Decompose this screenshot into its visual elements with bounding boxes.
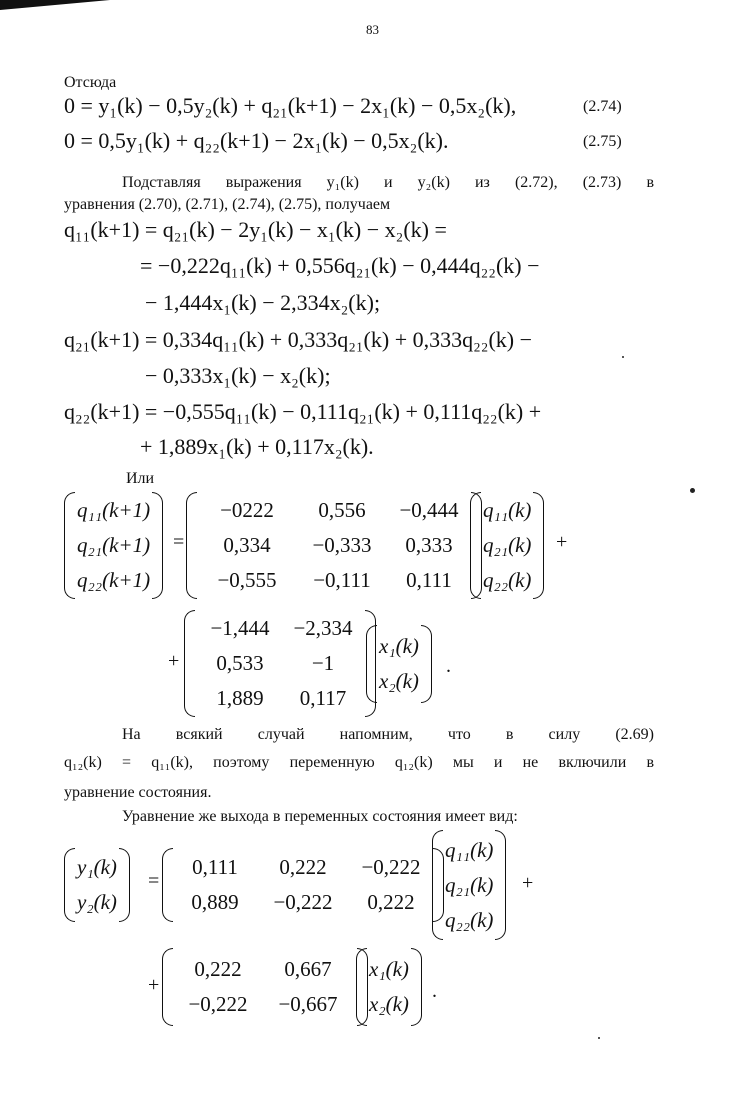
output-lhs-vector	[64, 848, 130, 922]
system-line-7: + 1,889x₁(k) + 0,117x₂(k).	[140, 434, 374, 459]
equation-number-2-75: (2.75)	[583, 133, 622, 150]
c-cell-2-3: 0,222	[367, 890, 415, 914]
output-equals-sign: =	[148, 870, 160, 892]
state-plus-sign-1: +	[556, 531, 568, 553]
state-lhs-q21: q₂₁(k+1)	[77, 533, 151, 557]
c-cell-1-1: 0,111	[192, 855, 238, 879]
equation-2-74: 0 = y₁(k) − 0,5y₂(k) + q₂₁(k+1) − 2x₁(k) − 0,5x₂(k),	[64, 93, 517, 118]
state-vector-x	[366, 625, 432, 703]
q2-vector-q21: q₂₁(k)	[445, 872, 494, 897]
scan-speck	[598, 1037, 600, 1039]
a-cell-3-2: −0,111	[313, 568, 371, 592]
a-cell-2-1: 0,334	[223, 533, 271, 557]
c-cell-2-2: −0,222	[273, 890, 333, 914]
state-lhs-q11: q₁₁(k+1)	[77, 498, 151, 522]
output-vector-q	[432, 830, 506, 940]
scan-speck	[622, 356, 624, 358]
output-matrix-c	[162, 848, 444, 922]
equation-2-75: 0 = 0,5y₁(k) + q₂₂(k+1) − 2x₁(k) − 0,5x₂(k).	[64, 128, 449, 153]
d-cell-2-1: −0,222	[188, 992, 248, 1016]
b-cell-2-1: 0,533	[216, 651, 264, 675]
y-vector-y1: y₁(k)	[77, 855, 117, 879]
b-cell-1-1: −1,444	[210, 616, 270, 640]
system-line-2: = −0,222q₁₁(k) + 0,556q₂₁(k) − 0,444q₂₂(k) −	[140, 253, 540, 278]
a-cell-1-2: 0,556	[318, 498, 366, 522]
scan-corner-mark	[0, 0, 110, 10]
page-number: 83	[366, 22, 379, 37]
output-vector-x	[356, 948, 422, 1026]
word-otsyuda: Отсюда	[64, 74, 117, 91]
output-plus-sign-2: +	[148, 974, 160, 996]
output-plus-sign-1: +	[522, 872, 534, 894]
y-vector-y2: y₂(k)	[77, 890, 117, 914]
word-ili: Или	[126, 470, 155, 487]
c-cell-1-2: 0,222	[279, 855, 327, 879]
paragraph-reminder-line-1: На всякий случай напомним, что в силу (2.69)	[122, 726, 654, 743]
c-cell-2-1: 0,889	[191, 890, 239, 914]
q-vector-q11: q₁₁(k)	[483, 498, 532, 522]
system-line-4: q₂₁(k+1) = 0,334q₁₁(k) + 0,333q₂₁(k) + 0,333q₂₂(k) −	[64, 327, 533, 352]
x-vector-x1: x₁(k)	[379, 634, 419, 658]
state-matrix-a	[186, 492, 482, 599]
state-vector-q	[470, 492, 544, 599]
system-line-5: − 0,333x₁(k) − x₂(k);	[145, 363, 331, 388]
d-cell-2-2: −0,667	[278, 992, 338, 1016]
output-end-period: .	[432, 980, 437, 1002]
a-cell-3-3: 0,111	[406, 568, 452, 592]
state-lhs-vector	[64, 492, 163, 599]
b-cell-3-1: 1,889	[216, 686, 264, 710]
a-cell-1-1: −0222	[220, 498, 274, 522]
a-cell-1-3: −0,444	[399, 498, 459, 522]
x2-vector-x2: x₂(k)	[369, 992, 409, 1016]
paragraph-substitution-line-1: Подставляя выражения y₁(k) и y₂(k) из (2.72), (2.73) в	[122, 174, 654, 191]
equation-number-2-74: (2.74)	[583, 98, 622, 115]
system-line-6: q₂₂(k+1) = −0,555q₁₁(k) − 0,111q₂₁(k) + 0,111q₂₂(k) +	[64, 399, 542, 424]
state-equals-sign: =	[173, 531, 185, 553]
a-cell-2-2: −0,333	[312, 533, 372, 557]
scan-speck	[690, 488, 695, 493]
q2-vector-q11: q₁₁(k)	[445, 837, 494, 862]
x2-vector-x1: x₁(k)	[369, 957, 409, 981]
paragraph-reminder-line-2: q₁₂(k) = q₁₁(k), поэтому переменную q₁₂(k) мы и не включили в	[64, 754, 654, 771]
q-vector-q21: q₂₁(k)	[483, 533, 532, 557]
d-cell-1-1: 0,222	[194, 957, 242, 981]
state-lhs-q22: q₂₂(k+1)	[77, 568, 151, 592]
paragraph-substitution-line-2: уравнения (2.70), (2.71), (2.74), (2.75), получаем	[64, 196, 391, 213]
state-plus-sign-2: +	[168, 650, 180, 672]
x-vector-x2: x₂(k)	[379, 669, 419, 693]
b-cell-3-2: 0,117	[299, 686, 347, 710]
b-cell-2-2: −1	[311, 651, 335, 675]
a-cell-3-1: −0,555	[217, 568, 277, 592]
b-cell-1-2: −2,334	[293, 616, 353, 640]
system-line-1: q₁₁(k+1) = q₂₁(k) − 2y₁(k) − x₁(k) − x₂(k) =	[64, 217, 447, 242]
q2-vector-q22: q₂₂(k)	[445, 907, 494, 932]
c-cell-1-3: −0,222	[361, 855, 421, 879]
q-vector-q22: q₂₂(k)	[483, 568, 532, 592]
paragraph-output-intro: Уравнение же выхода в переменных состояния имеет вид:	[122, 808, 518, 825]
a-cell-2-3: 0,333	[405, 533, 453, 557]
state-matrix-b	[184, 610, 376, 717]
output-matrix-d	[162, 948, 368, 1026]
d-cell-1-2: 0,667	[284, 957, 332, 981]
system-line-3: − 1,444x₁(k) − 2,334x₂(k);	[145, 290, 381, 315]
state-end-period: .	[446, 655, 451, 677]
paragraph-reminder-line-3: уравнение состояния.	[64, 784, 212, 801]
